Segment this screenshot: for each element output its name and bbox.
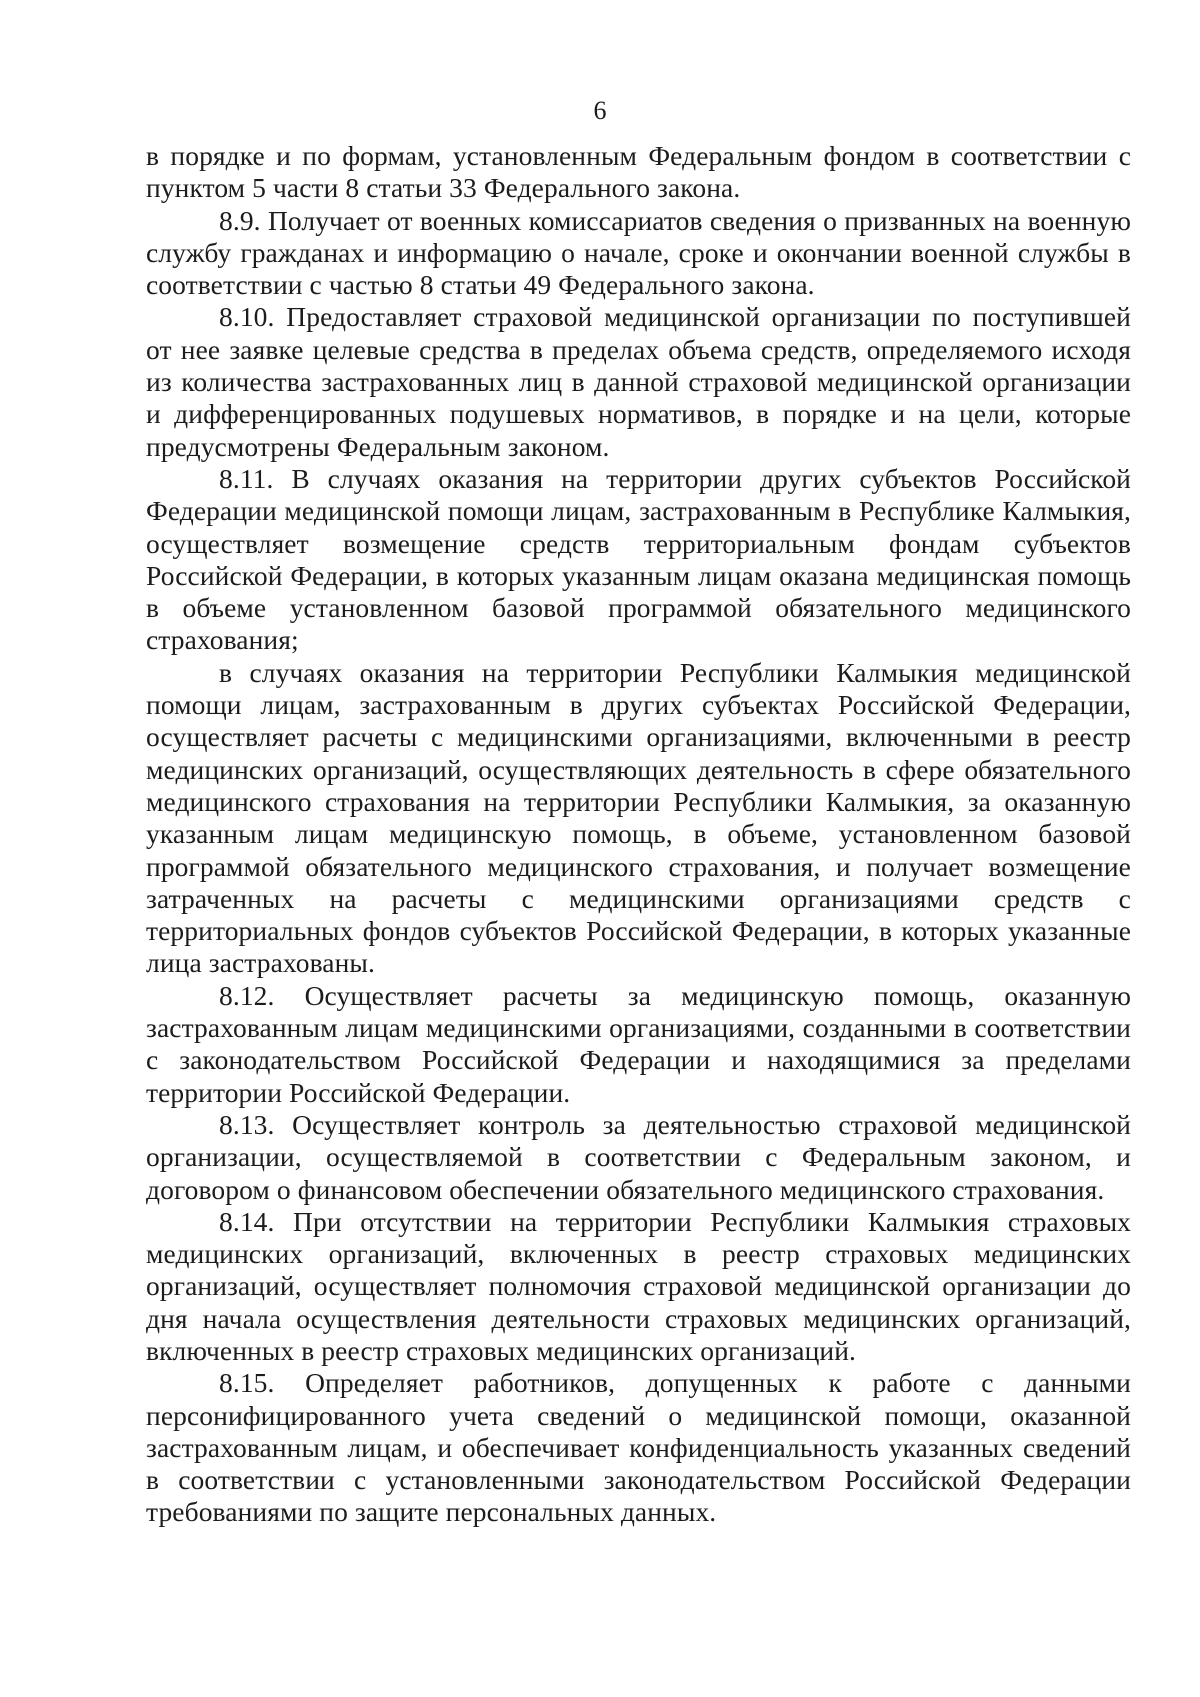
paragraph-continuation: в порядке и по формам, установленным Федеральным фондом в соответствии с пунктом 5 части 8 статьи 33 Федерального закона. [146,140,1131,204]
paragraph-8-10: 8.10. Предоставляет страховой медицинской организации по поступившей от нее заявке целевые средства в пределах объема средств, определяемого исходя из количества застрахованных лиц в данной страховой медицинской организации и дифференцированных подушевых нормативов, в порядке и на цели, которые предусмотрены Федеральным законом. [146,301,1131,462]
paragraph-8-14: 8.14. При отсутствии на территории Республики Калмыкия страховых медицинских организаций, включенных в реестр страховых медицинских организаций, осуществляет полномочия страховой медицинской организации до дня начала осуществления деятельности страховых медицинских организаций, включенных в реестр страховых медицинских организаций. [146,1205,1131,1366]
paragraph-8-15: 8.15. Определяет работников, допущенных к работе с данными персонифицированного учета сведений о медицинской помощи, оказанной застрахованным лицам, и обеспечивает конфиденциальность указанных сведений в соответствии с установленными законодательством Российской Федерации требованиями по защите персональных данных. [146,1367,1131,1528]
paragraph-8-13: 8.13. Осуществляет контроль за деятельностью страховой медицинской организации, осуществляемой в соответствии с Федеральным законом, и договором о финансовом обеспечении обязательного медицинского страхования. [146,1108,1131,1205]
paragraph-8-12: 8.12. Осуществляет расчеты за медицинскую помощь, оказанную застрахованным лицам медицинскими организациями, созданными в соответствии с законодательством Российской Федерации и находящимися за пределами территории Российской Федерации. [146,979,1131,1108]
page-number: 6 [593,96,607,125]
paragraph-8-11: 8.11. В случаях оказания на территории других субъектов Российской Федерации медицинской помощи лицам, застрахованным в Республике Калмыкия, осуществляет возмещение средств территориальным фондам субъектов Российской Федерации, в которых указанным лицам оказана медицинская помощь в объеме установленном базовой программой обязательного медицинского страхования; [146,462,1131,656]
document-body [146,140,1131,1529]
paragraph-8-11-continued: в случаях оказания на территории Республики Калмыкия медицинской помощи лицам, застрахованным в других субъектах Российской Федерации, осуществляет расчеты с медицинскими организациями, включенными в реестр медицинских организаций, осуществляющих деятельность в сфере обязательного медицинского страхования на территории Республики Калмыкия, за оказанную указанным лицам медицинскую помощь, в объеме, установленном базовой программой обязательного медицинского страхования, и получает возмещение затраченных на расчеты с медицинскими организациями средств с территориальных фондов субъектов Российской Федерации, в которых указанные лица застрахованы. [146,656,1131,979]
paragraph-8-9: 8.9. Получает от военных комиссариатов сведения о призванных на военную службу гражданах и информацию о начале, сроке и окончании военной службы в соответствии с частью 8 статьи 49 Федерального закона. [146,204,1131,301]
